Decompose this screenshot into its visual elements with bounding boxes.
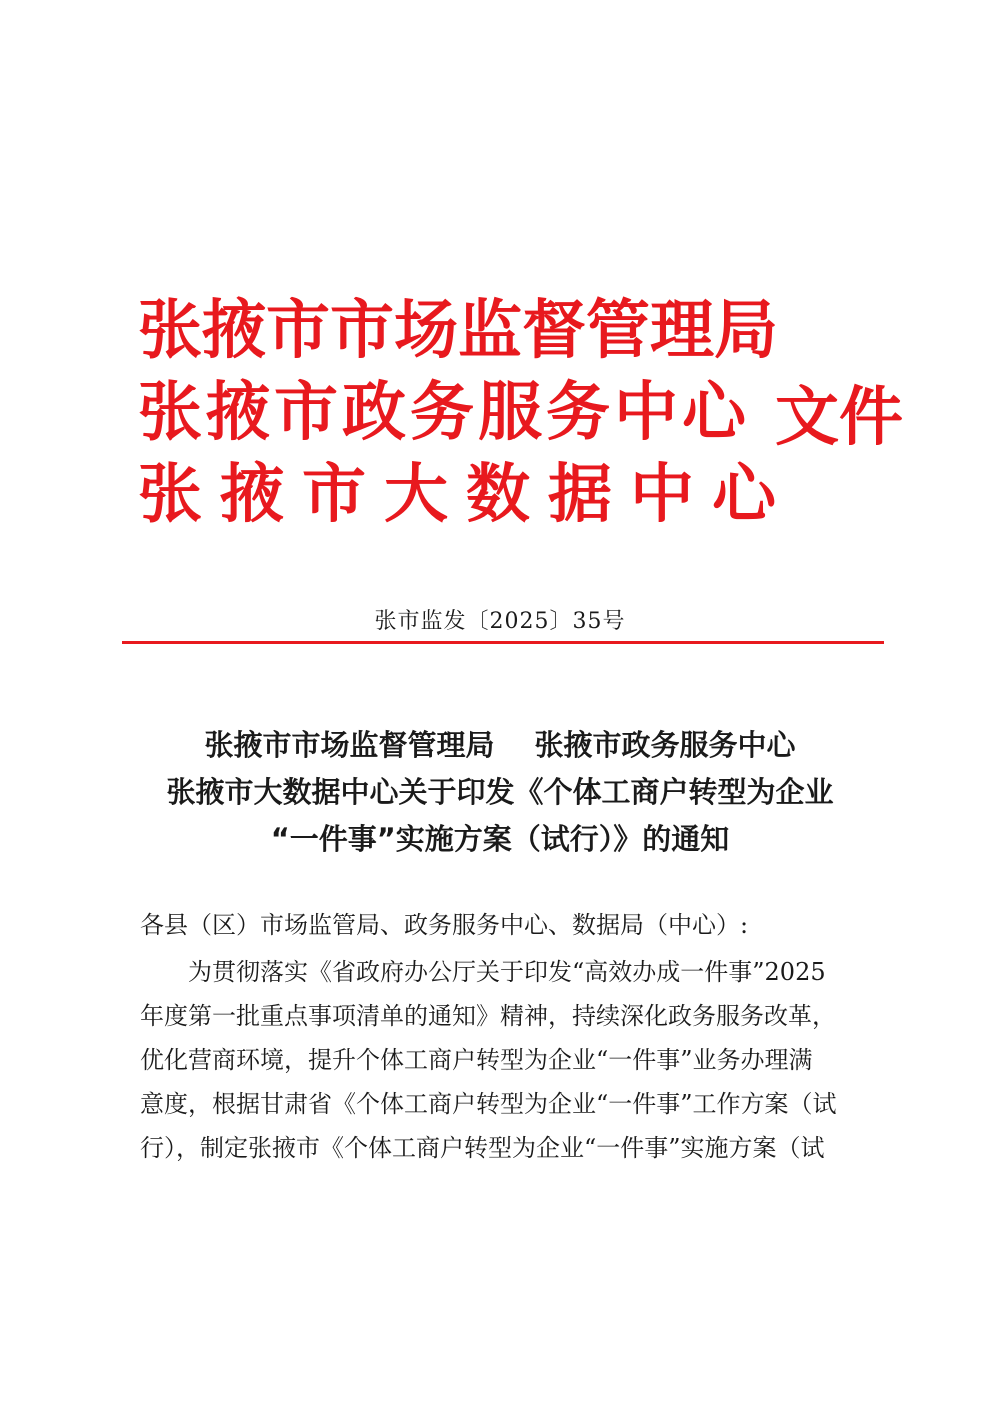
- header-issuer-big-data: 张掖市大数据中心: [138, 458, 794, 532]
- body-line: 意度，根据甘肃省《个体工商户转型为企业“一件事”工作方案（试: [140, 1090, 837, 1118]
- document-number: 张市监发〔2025〕35号: [374, 609, 626, 634]
- body-line: 优化营商环境，提升个体工商户转型为企业“一件事”业务办理满: [140, 1046, 813, 1074]
- body-line: 为贯彻落实《省政府办公厅关于印发“高效办成一件事”2025: [188, 958, 826, 986]
- red-divider-line: [122, 641, 884, 644]
- title-issuer-a: 张掖市市场监督管理局: [204, 728, 495, 762]
- body-line: 年度第一批重点事项清单的通知》精神，持续深化政务服务改革，: [140, 1002, 836, 1030]
- header-document-suffix: 文件: [775, 381, 903, 455]
- notice-title: [120, 722, 880, 863]
- header-issuer-government-service: 张掖市政务服务中心: [138, 376, 750, 450]
- body-line: 行），制定张掖市《个体工商户转型为企业“一件事”实施方案（试: [140, 1134, 825, 1162]
- document-header: [138, 290, 794, 536]
- title-line-1: [120, 722, 880, 769]
- title-line-3: “一件事”实施方案（试行）》的通知: [270, 822, 730, 856]
- title-line-2: 张掖市大数据中心关于印发《个体工商户转型为企业: [166, 775, 834, 809]
- body-paragraph: [140, 950, 866, 1170]
- header-issuer-market-supervision: 张掖市市场监督管理局: [138, 294, 778, 368]
- salutation: 各县（区）市场监管局、政务服务中心、数据局（中心）:: [140, 911, 749, 939]
- title-issuer-b: 张掖市政务服务中心: [534, 728, 796, 762]
